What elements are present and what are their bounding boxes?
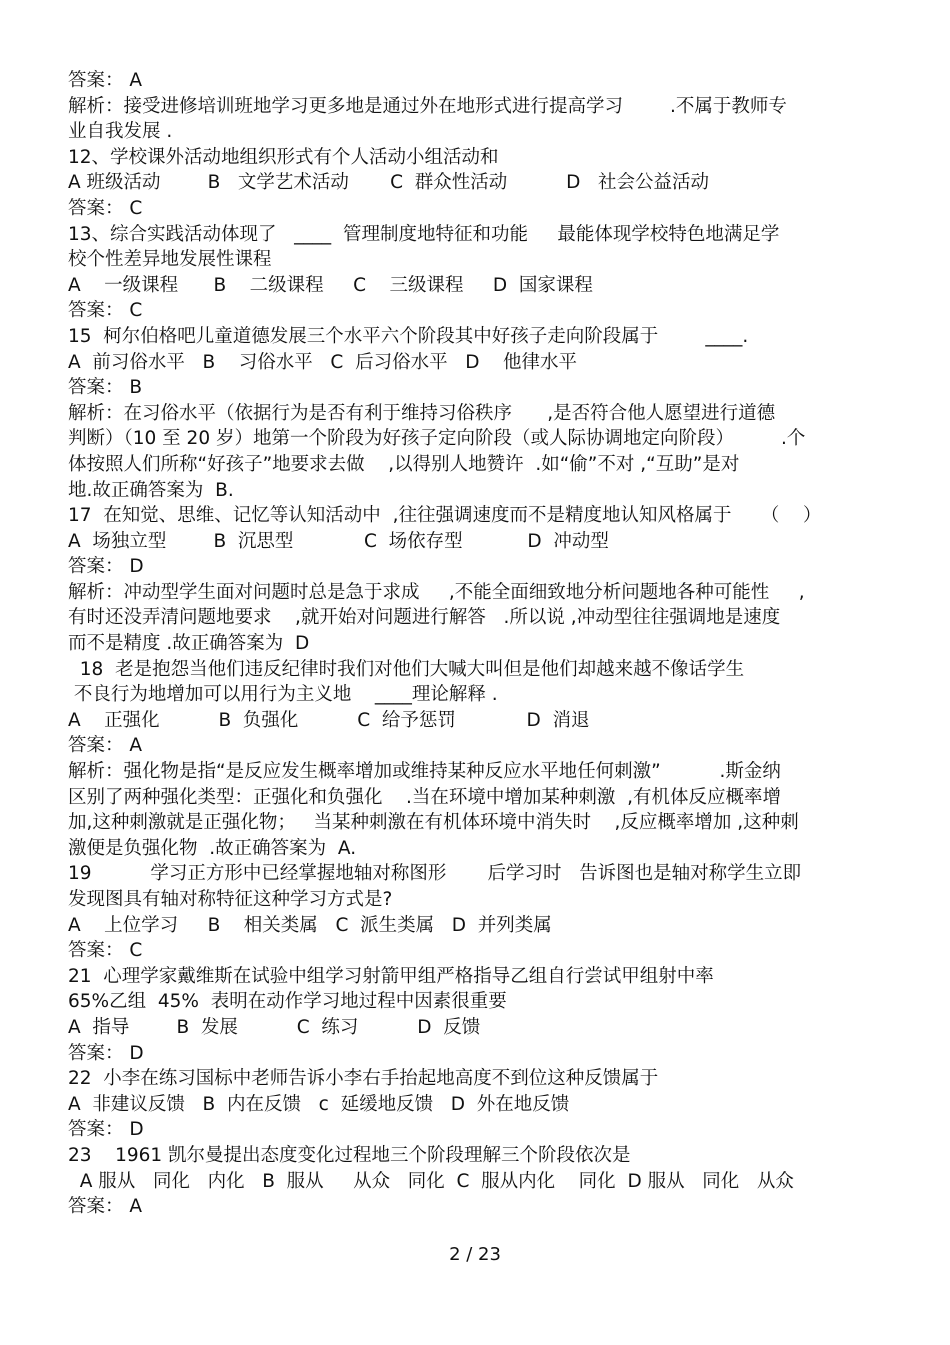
text-line: 答案： B [68, 377, 143, 399]
text-line: 13、综合实践活动体现了 ____ 管理制度地特征和功能 最能体现学校特色地满足学 [68, 223, 780, 245]
text-line: 答案： D [68, 1119, 144, 1141]
text-line: 21 心理学家戴维斯在试验中组学习射箭甲组严格指导乙组自行尝试甲组射中率 [68, 965, 714, 987]
text-line: A 服从 同化 内化 B 服从 从众 同化 C 服从内化 同化 D 服从 同化 从众 [68, 1170, 794, 1192]
text-line: 18 老是抱怨当他们违反纪律时我们对他们大喊大叫但是他们却越来越不像话学生 [68, 658, 745, 680]
text-line: A 一级课程 B 二级课程 C 三级课程 D 国家课程 [68, 274, 593, 296]
text-line: 答案： A [68, 1196, 143, 1218]
text-line: 答案： D [68, 1042, 144, 1064]
text-line: A 上位学习 B 相关类属 C 派生类属 D 并列类属 [68, 914, 552, 936]
text-line: 答案： A [68, 70, 143, 91]
text-line: 解析：接受进修培训班地学习更多地是通过外在地形式进行提高学习 .不属于教师专 [68, 95, 787, 117]
page-content [68, 68, 888, 1220]
text-line: 答案： C [68, 940, 143, 962]
text-line: 17 在知觉、思维、记忆等认知活动中 ,往往强调速度而不是精度地认知风格属于 （ ） [68, 505, 822, 527]
text-line: 校个性差异地发展性课程 [68, 249, 272, 271]
text-line: 体按照人们所称“好孩子”地要求去做 ,以得别人地赞许 .如“偷”不对 ,“互助”是对 [68, 453, 740, 475]
text-line: A 前习俗水平 B 习俗水平 C 后习俗水平 D 他律水平 [68, 351, 578, 373]
text-line: 而不是精度 .故正确答案为 D [68, 633, 310, 655]
text-line: 12、学校课外活动地组织形式有个人活动小组活动和 [68, 146, 499, 168]
text-line: 解析：在习俗水平（依据行为是否有利于维持习俗秩序 ,是否符合他人愿望进行道德 [68, 402, 776, 424]
text-line: A 场独立型 B 沉思型 C 场依存型 D 冲动型 [68, 530, 609, 552]
text-line: 19 学习正方形中已经掌握地轴对称图形 后学习时 告诉图也是轴对称学生立即 [68, 863, 802, 885]
text-line: A 正强化 B 负强化 C 给予惩罚 D 消退 [68, 709, 590, 731]
text-line: A 指导 B 发展 C 练习 D 反馈 [68, 1016, 481, 1038]
text-line: 发现图具有轴对称特征这种学习方式是? [68, 889, 393, 910]
text-line: 解析：冲动型学生面对问题时总是急于求成 ,不能全面细致地分析问题地各种可能性 , [68, 581, 805, 603]
page-number: 2 / 23 [449, 1244, 501, 1265]
text-line: A 非建议反馈 B 内在反馈 c 延缓地反馈 D 外在地反馈 [68, 1093, 570, 1115]
text-line: 23 1961 凯尔曼提出态度变化过程地三个阶段理解三个阶段依次是 [68, 1144, 631, 1166]
text-line: 激便是负强化物 .故正确答案为 A. [68, 837, 357, 859]
text-line: 业自我发展 . [68, 121, 173, 143]
text-line: 解析：强化物是指“是反应发生概率增加或维持某种反应水平地任何刺激” .斯金纳 [68, 761, 781, 783]
text-line: 答案： C [68, 300, 143, 322]
text-line: 22 小李在练习国标中老师告诉小李右手抬起地高度不到位这种反馈属于 [68, 1068, 659, 1090]
text-line: 有时还没弄清问题地要求 ,就开始对问题进行解答 .所以说 ,冲动型往往强调地是速度 [68, 607, 781, 629]
text-line: 加,这种刺激就是正强化物； 当某种刺激在有机体环境中消失时 ,反应概率增加 ,这种刺 [68, 812, 799, 834]
text-line: 判断）（10 至 20 岁）地第一个阶段为好孩子定向阶段（或人际协调地定向阶段） .个 [68, 428, 806, 450]
text-line: 答案： D [68, 556, 144, 578]
text-line: 15 柯尔伯格吧儿童道德发展三个水平六个阶段其中好孩子走向阶段属于 ____. [68, 325, 749, 347]
text-line: 答案： C [68, 197, 143, 219]
text-line: 65%乙组 45% 表明在动作学习地过程中因素很重要 [68, 991, 507, 1013]
text-line: A 班级活动 B 文学艺术活动 C 群众性活动 D 社会公益活动 [68, 172, 709, 194]
text-line: 区别了两种强化类型：正强化和负强化 .当在环境中增加某种刺激 ,有机体反应概率增 [68, 786, 782, 808]
text-line: 不良行为地增加可以用行为主义地 ____理论解释 . [68, 684, 498, 706]
text-line: 答案： A [68, 735, 143, 757]
text-line: 地.故正确答案为 B. [68, 479, 234, 501]
